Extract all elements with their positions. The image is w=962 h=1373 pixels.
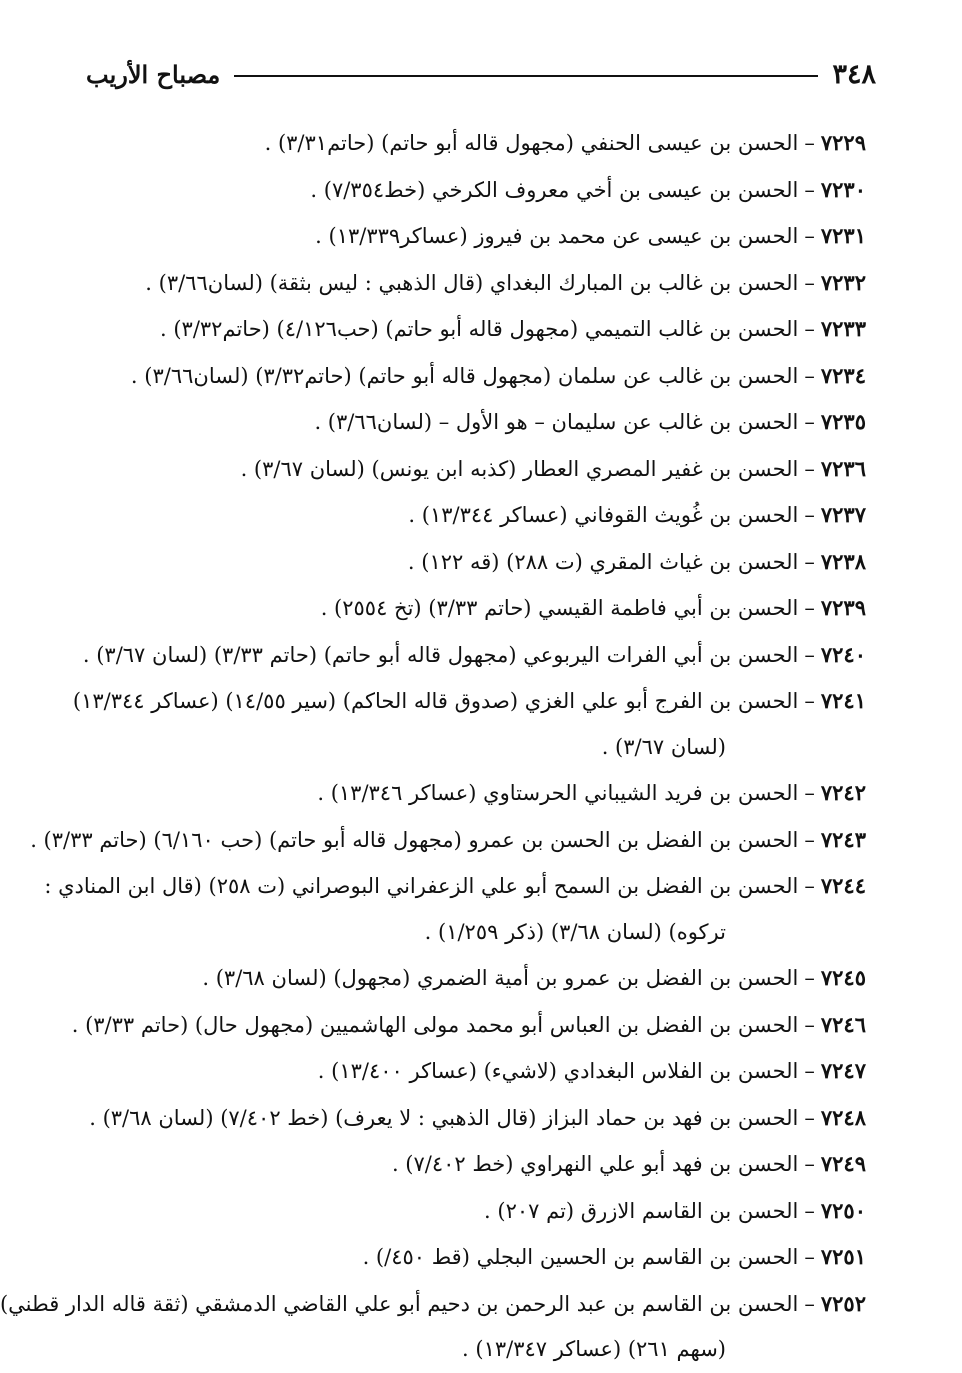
- entry-number: ٧٢٤٨: [820, 1104, 866, 1130]
- entry-continuation: تركوه) (لسان ٣/٦٨) (ذكر ١/٢٥٩) .: [424, 919, 726, 944]
- entry-dash: –: [804, 317, 815, 341]
- entry-text: الحسن بن غياث المقري (ت ٢٨٨) (قه ١٢٢) .: [407, 549, 799, 574]
- entry-number: ٧٢٤٥: [820, 965, 866, 990]
- entry-dash: –: [804, 781, 815, 805]
- entry-number: ٧٢٥٢: [820, 1290, 866, 1316]
- entry-number: ٧٢٤٦: [820, 1011, 866, 1037]
- entry-line: [94, 213, 866, 260]
- entry-line: [72, 678, 866, 725]
- entry-line: [94, 120, 866, 167]
- entry-number: ٧٢٣٠: [820, 176, 866, 202]
- entry-text: الحسن بن الفضل بن السمح أبو علي الزعفراني البوصراني (ت ٢٥٨) (قال ابن المنادي :: [44, 874, 799, 898]
- entry-number: ٧٢٣١: [820, 223, 866, 248]
- entry-continuation: (سهم ٢٦١) (عساكر ١٣/٣٤٧) .: [462, 1337, 726, 1361]
- entry-number: ٧٢٥١: [820, 1244, 866, 1269]
- entry-text: الحسن بن الفرج أبو علي الغزي (صدوق قاله الحاكم) (سير ١٤/٥٥) (عساكر ١٣/٣٤٤): [72, 689, 799, 713]
- entry-line: [94, 399, 866, 446]
- page-header: [86, 52, 876, 96]
- entry-line: [94, 1048, 866, 1095]
- entry-text: الحسن بن غُويث القوفاني (عساكر ١٣/٣٤٤) .: [408, 503, 799, 527]
- entry-line: [94, 492, 866, 539]
- entry-dash: –: [804, 874, 815, 898]
- entry-dash: –: [804, 596, 815, 620]
- entry-line: [94, 167, 866, 214]
- entry-dash: –: [804, 827, 815, 852]
- entry-number: ٧٢٣٣: [820, 316, 866, 341]
- entry-number: ٧٢٤٢: [820, 780, 866, 805]
- entry-line: [94, 353, 866, 400]
- entry-number: ٧٢٥٠: [820, 1197, 866, 1223]
- entry-text: الحسن بن غفير المصري العطار (كذبه ابن يونس) (لسان ٣/٦٧) .: [240, 456, 799, 481]
- entry-dash: –: [804, 270, 815, 295]
- entry-continuation: (لسان ٣/٦٧) .: [601, 734, 726, 759]
- entry-line: [94, 585, 866, 632]
- entry-text: الحسن بن أبي فاطمة القيسي (حاتم ٣/٣٣) (تخ ٢٥٥٤) .: [320, 596, 799, 620]
- entry-text: الحسن بن عيسى بن أخي معروف الكرخي (خط٧/٣٥٤) .: [310, 177, 799, 202]
- entry-text: الحسن بن الفضل بن عمرو بن أمية الضمري (مجهول) (لسان ٣/٦٨) .: [202, 966, 799, 990]
- entry-line: [30, 817, 866, 864]
- entry-number: ٧٢٤١: [820, 688, 866, 713]
- entry-number: ٧٢٣٧: [820, 502, 866, 527]
- entry-text: الحسن بن غالب التميمي (مجهول قاله أبو حاتم) (حب٤/١٢٦) (حاتم٣/٣٢) .: [160, 317, 799, 341]
- entry-line: [82, 632, 866, 679]
- entry-dash: –: [804, 224, 815, 248]
- entry-number: ٧٢٤٤: [820, 873, 866, 898]
- entry-dash: –: [804, 966, 815, 990]
- entry-text: الحسن بن القاسم بن الحسين البجلي (قط ٤٥٠/) .: [362, 1245, 799, 1269]
- entry-line: [94, 446, 866, 493]
- entries-list: [0, 120, 866, 1373]
- entry-dash: –: [804, 131, 815, 155]
- entry-dash: –: [804, 1012, 815, 1037]
- entry-dash: –: [804, 1291, 815, 1316]
- entry-dash: –: [804, 363, 815, 388]
- entry-line: [94, 955, 866, 1002]
- entry-dash: –: [804, 410, 815, 434]
- entry-number: ٧٢٣٤: [820, 362, 866, 388]
- entry-number: ٧٢٣٨: [820, 548, 866, 574]
- entry-text: الحسن بن فريد الشيباني الحرستاوي (عساكر ١٣/٣٤٦) .: [317, 781, 799, 805]
- entry-number: ٧٢٤٧: [820, 1058, 866, 1083]
- entry-dash: –: [804, 1198, 815, 1223]
- entry-line: [94, 306, 866, 353]
- entry-dash: –: [804, 1245, 815, 1269]
- entry-text: الحسن بن غالب بن المبارك البغداي (قال الذهبي : ليس بثقة) (لسان٣/٦٦) .: [145, 270, 799, 295]
- entry-dash: –: [804, 642, 815, 667]
- entry-text: الحسن بن القاسم الازرق (تم ٢٠٧) .: [484, 1198, 799, 1223]
- entry-text: الحسن بن عيسى عن محمد بن فيروز (عساكر١٣/٣٣٩) .: [315, 224, 799, 248]
- entry-number: ٧٢٣٥: [820, 409, 866, 434]
- entry-line: [94, 260, 866, 307]
- entry-number: ٧٢٤٣: [820, 826, 866, 852]
- entry-line: [89, 1095, 866, 1142]
- entry-number: ٧٢٤٠: [820, 641, 866, 667]
- entry-dash: –: [804, 177, 815, 202]
- entry-line: [94, 539, 866, 586]
- entry-text: الحسن بن غالب عن سليمان – هو الأول – (لسان٣/٦٦) .: [314, 410, 799, 434]
- entry-text: الحسن بن عيسى الحنفي (مجهول قاله أبو حاتم) (حاتم٣/٣١) .: [264, 131, 799, 155]
- entry-line: [0, 1281, 866, 1328]
- running-title: مصباح الأريب: [86, 59, 221, 89]
- entry-number: ٧٢٣٢: [820, 269, 866, 295]
- entry-line: [44, 863, 866, 910]
- entry-line: [94, 770, 866, 817]
- entry-dash: –: [804, 456, 815, 481]
- header-rule: [234, 75, 818, 77]
- entry-number: ٧٢٣٦: [820, 455, 866, 481]
- entry-text: الحسن بن الفلاس البغدادي (لاشيء) (عساكر ١٣/٤٠٠) .: [317, 1059, 799, 1083]
- entry-dash: –: [804, 549, 815, 574]
- entry-text: الحسن بن القاسم بن عبد الرحمن بن دحيم أبو علي القاضي الدمشقي (ثقة قاله الدار قطني): [0, 1291, 799, 1316]
- entry-line: [94, 1234, 866, 1281]
- entry-line: [94, 1141, 866, 1188]
- entry-dash: –: [804, 689, 815, 713]
- entry-number: ٧٢٤٩: [820, 1151, 866, 1176]
- entry-dash: –: [804, 503, 815, 527]
- entry-text: الحسن بن أبي الفرات اليربوعي (مجهول قاله أبو حاتم) (حاتم ٣/٣٣) (لسان ٣/٦٧) .: [82, 642, 799, 667]
- entry-line: [94, 1188, 866, 1235]
- entry-text: الحسن بن الفضل بن الحسن بن عمرو (مجهول قاله أبو حاتم) (حب ٦/١٦٠) (حاتم ٣/٣٣) .: [30, 827, 799, 852]
- page-number: ٣٤٨: [832, 58, 876, 90]
- entry-text: الحسن بن غالب عن سلمان (مجهول قاله أبو حاتم) (حاتم٣/٣٢) (لسان٣/٦٦) .: [130, 363, 799, 388]
- entry-line: [71, 1002, 866, 1049]
- entry-text: الحسن بن الفضل بن العباس أبو محمد مولى الهاشميين (مجهول حال) (حاتم ٣/٣٣) .: [71, 1012, 799, 1037]
- entry-number: ٧٢٢٩: [820, 130, 866, 155]
- entry-dash: –: [804, 1152, 815, 1176]
- entry-text: الحسن بن فهد أبو علي النهراوي (خط ٧/٤٠٢) .: [391, 1152, 799, 1176]
- entry-dash: –: [804, 1105, 815, 1130]
- entry-dash: –: [804, 1059, 815, 1083]
- entry-text: الحسن بن فهد بن حماد البزاز (قال الذهبي : لا يعرف) (خط ٧/٤٠٢) (لسان ٣/٦٨) .: [89, 1105, 799, 1130]
- entry-number: ٧٢٣٩: [820, 595, 866, 620]
